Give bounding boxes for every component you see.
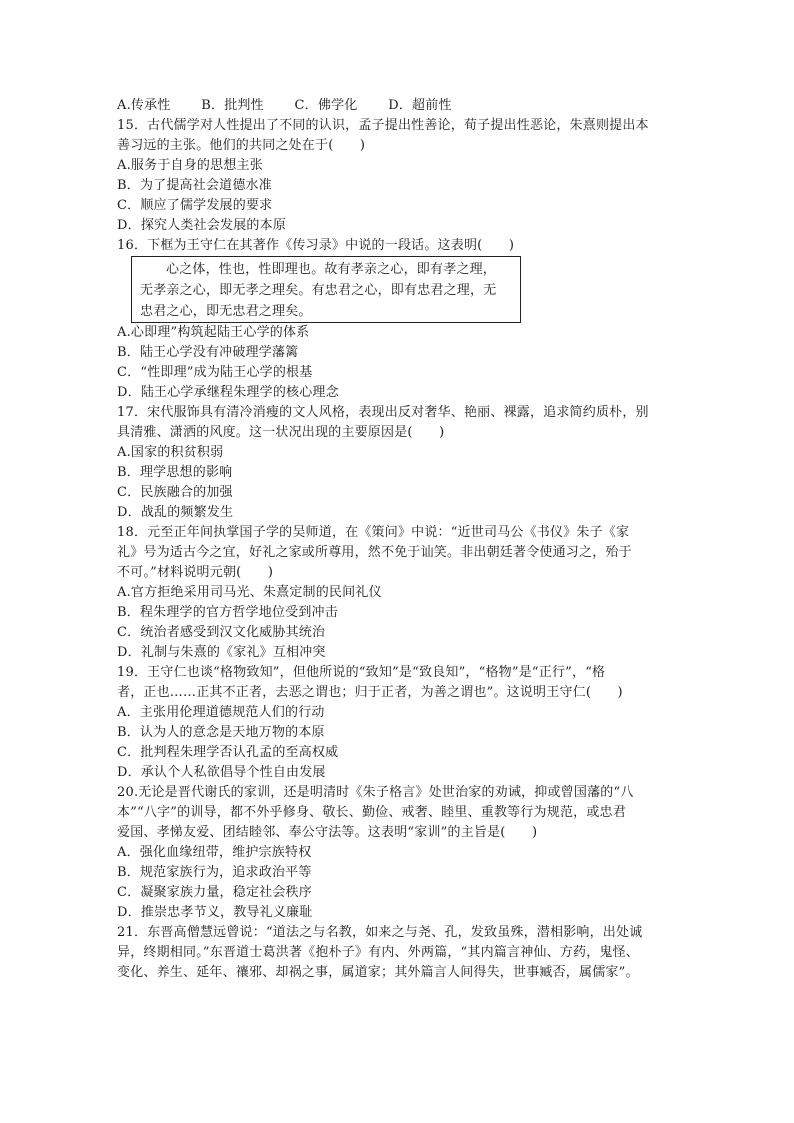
q19-stem-line: 19．王守仁也谈“格物致知”，但他所说的“致知”是“致良知”，“格物”是“正行”，“格 xyxy=(117,665,606,680)
q18-option-d: D．礼制与朱熹的《家礼》互相冲突 xyxy=(117,645,326,660)
q16-quote-line: 忠君之心，即无忠君之理矣。 xyxy=(140,304,312,319)
q16-quote-line: 无孝亲之心，即无孝之理矣。有忠君之心，即有忠君之理，无 xyxy=(140,283,497,298)
q18-stem-line: 礼》号为适古今之宜，好礼之家或所尊用，然不免于讪笑。非出朝廷著令使通习之，殆于 xyxy=(117,545,632,560)
q21-stem-line: 21．东晋高僧慧远曾说：“道法之与名教，如来之与尧、孔，发致虽殊，潜相影响，出处诚 xyxy=(117,925,643,940)
q19-option-b: B．认为人的意念是天地万物的本原 xyxy=(117,725,325,740)
q17-stem-line: 具清雅、潇洒的风度。这一状况出现的主要原因是( ) xyxy=(117,425,445,440)
question-list xyxy=(117,96,677,983)
q18-stem-line: 18．元至正年间执掌国子学的吴师道，在《策问》中说：“近世司马公《书仪》朱子《家 xyxy=(117,525,630,540)
q15-option-a: A.服务于自身的思想主张 xyxy=(117,158,263,173)
q15-stem-line: 善习远的主张。他们的共同之处在于( ) xyxy=(117,138,366,153)
question-21 xyxy=(117,923,677,983)
q20-option-d: D．推崇忠孝节义，教导礼义廉耻 xyxy=(117,905,313,920)
q14-options: A.传承性 B．批判性 C．佛学化 D．超前性 xyxy=(117,98,452,113)
q15-option-d: D．探究人类社会发展的本原 xyxy=(117,218,287,233)
q15-option-b: B．为了提高社会道德水准 xyxy=(117,178,272,193)
q20-stem-line: 本”“八字”的训导，都不外乎修身、敬长、勤俭、戒奢、睦里、重教等行为规范，或忠君 xyxy=(117,805,626,820)
q20-stem-line: 爱国、孝悌友爱、团结睦邻、奉公守法等。这表明“家训”的主旨是( ) xyxy=(117,825,538,840)
q16-quote-box xyxy=(131,256,521,323)
q16-option-d: D．陆王心学承继程朱理学的核心理念 xyxy=(117,385,339,400)
q21-stem-line: 异，终期相同。”东晋道士葛洪著《抱朴子》有内、外两篇，“其内篇言神仙、方药，鬼怪、 xyxy=(117,945,639,960)
q16-option-b: B．陆王心学没有冲破理学藩篱 xyxy=(117,345,299,360)
q19-option-a: A．主张用伦理道德规范人们的行动 xyxy=(117,705,325,720)
q17-option-b: B．理学思想的影响 xyxy=(117,465,233,480)
q19-option-c: C．批判程朱理学否认孔孟的至高权威 xyxy=(117,745,339,760)
q16-quote-line: 心之体，性也，性即理也。故有孝亲之心，即有孝之理， xyxy=(166,262,497,277)
q20-stem-line: 20.无论是晋代谢氏的家训，还是明清时《朱子格言》处世治家的劝诫，抑或曾国藩的“八 xyxy=(117,785,634,800)
q16-stem-line: 16．下框为王守仁在其著作《传习录》中说的一段话。这表明( ) xyxy=(117,238,515,253)
question-17 xyxy=(117,403,677,523)
q17-option-d: D．战乱的频繁发生 xyxy=(117,505,234,520)
q20-option-c: C．凝聚家族力量，稳定社会秩序 xyxy=(117,885,312,900)
question-20 xyxy=(117,783,677,923)
q18-option-c: C．统治者感受到汉文化威胁其统治 xyxy=(117,625,326,640)
q17-option-a: A.国家的积贫积弱 xyxy=(117,445,224,460)
q16-option-c: C．“性即理”成为陆王心学的根基 xyxy=(117,365,313,380)
question-16 xyxy=(117,236,677,403)
q18-option-b: B．程朱理学的官方哲学地位受到冲击 xyxy=(117,605,338,620)
q18-stem-line: 不可。”材料说明元朝( ) xyxy=(117,565,274,580)
q17-option-c: C．民族融合的加强 xyxy=(117,485,233,500)
q19-option-d: D．承认个人私欲倡导个性自由发展 xyxy=(117,765,326,780)
q21-stem-line: 变化、养生、延年、禳邪、却祸之事，属道家；其外篇言人间得失，世事臧否，属儒家”。 xyxy=(117,965,639,980)
question-18 xyxy=(117,523,677,663)
q15-option-c: C．顺应了儒学发展的要求 xyxy=(117,198,273,213)
question-19 xyxy=(117,663,677,783)
q16-option-a: A.心即理”构筑起陆王心学的体系 xyxy=(117,325,310,340)
question-15 xyxy=(117,116,677,236)
q19-stem-line: 者，正也……正其不正者，去恶之谓也；归于正者，为善之谓也”。这说明王守仁( ) xyxy=(117,685,623,700)
q20-option-b: B．规范家族行为，追求政治平等 xyxy=(117,865,312,880)
q20-option-a: A．强化血缘纽带，维护宗族特权 xyxy=(117,845,312,860)
q18-option-a: A.官方拒绝采用司马光、朱熹定制的民间礼仪 xyxy=(117,585,382,600)
q15-stem-line: 15．古代儒学对人性提出了不同的认识，孟子提出性善论，荀子提出性恶论，朱熹则提出本 xyxy=(117,118,649,133)
q17-stem-line: 17．宋代服饰具有清冷消瘦的文人风格，表现出反对奢华、艳丽、裸露，追求简约质朴，别 xyxy=(117,405,649,420)
